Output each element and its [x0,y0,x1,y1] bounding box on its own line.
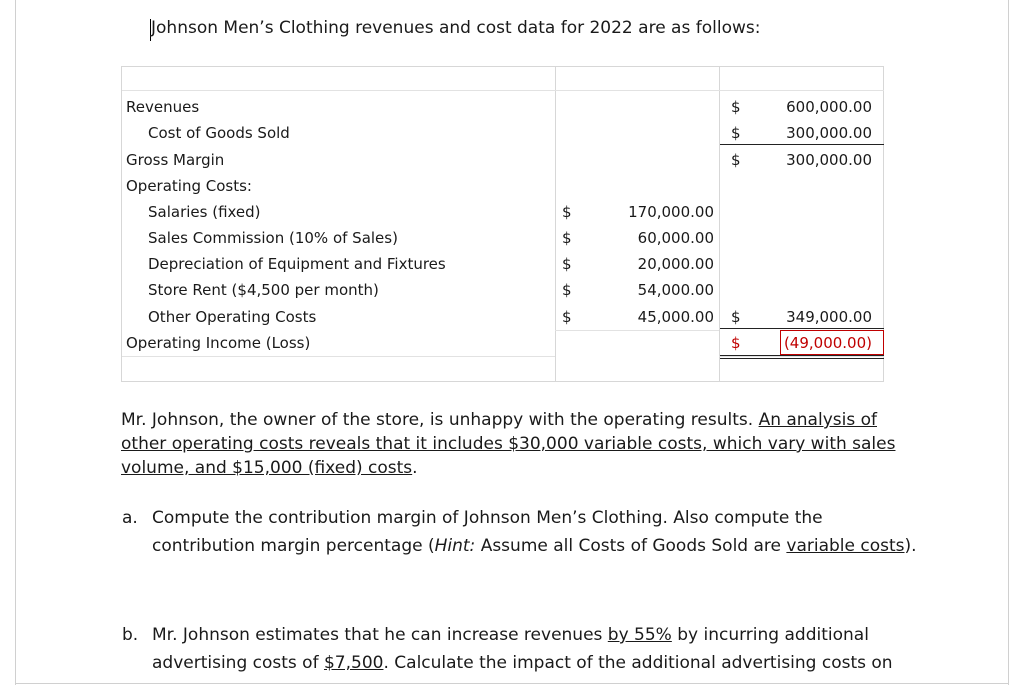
dollar-sign: $ [731,98,741,116]
row-label: Other Operating Costs [148,308,317,326]
question-a-letter: a. [122,508,138,528]
double-underline [720,355,884,359]
question-b-line1: Mr. Johnson estimates that he can increase revenues by 55% by incurring additional [152,625,869,645]
row-label: Operating Income (Loss) [126,334,311,352]
dollar-sign: $ [731,308,741,326]
question-b-line2: advertising costs of $7,500. Calculate the impact of the additional advertising costs on [152,653,893,673]
hint-label: Hint: [434,536,476,556]
dollar-sign: $ [731,151,741,169]
amount-detail: 45,000.00 [637,308,714,326]
paragraph-underlined: An analysis of other operating costs reveals that it includes $30,000 variable costs, which vary with sales volume, and $15,000 (fixed) costs [121,410,896,478]
row-label: Depreciation of Equipment and Fixtures [148,255,446,273]
dollar-sign: $ [562,281,572,299]
row-label: Store Rent ($4,500 per month) [148,281,379,299]
page-edge-right [1008,0,1009,685]
row-label: Revenues [126,98,200,116]
row-label: Salaries (fixed) [148,203,261,221]
dollar-sign: $ [562,255,572,273]
dollar-sign: $ [731,334,741,352]
income-statement-table[interactable] [121,66,884,382]
dollar-sign: $ [731,124,741,142]
question-a-line1: Compute the contribution margin of Johnson Men’s Clothing. Also compute the [152,508,823,528]
question-b-text [152,621,932,677]
paragraph-text: Mr. Johnson, the owner of the store, is unhappy with the operating results. [121,410,759,430]
amount-total: 600,000.00 [786,98,872,116]
amount-total: (49,000.00) [783,334,872,352]
dollar-sign: $ [562,203,572,221]
question-a-text [152,504,932,560]
amount-detail: 20,000.00 [637,255,714,273]
increase-underlined: by 55% [607,625,672,645]
dollar-sign: $ [562,229,572,247]
paragraph-end: . [412,458,418,478]
variable-costs-underlined: variable costs [786,536,905,556]
analysis-paragraph [121,408,911,480]
row-label: Gross Margin [126,151,225,169]
row-label: Cost of Goods Sold [148,124,290,142]
page-edge-bottom [15,683,1009,684]
question-b-letter: b. [122,625,139,645]
row-label: Sales Commission (10% of Sales) [148,229,398,247]
row-label: Operating Costs: [126,177,252,195]
document-title: Johnson Men’s Clothing revenues and cost data for 2022 are as follows: [151,18,761,38]
dollar-sign: $ [562,308,572,326]
amount-total: 300,000.00 [786,124,872,142]
page-edge-left [15,0,16,685]
amount-detail: 60,000.00 [637,229,714,247]
amount-detail: 54,000.00 [637,281,714,299]
advertising-cost-underlined: $7,500 [323,653,384,673]
amount-total: 349,000.00 [786,308,872,326]
amount-total: 300,000.00 [786,151,872,169]
amount-detail: 170,000.00 [628,203,714,221]
question-a-line2: contribution margin percentage (Hint: Assume all Costs of Goods Sold are variable costs). [152,536,917,556]
